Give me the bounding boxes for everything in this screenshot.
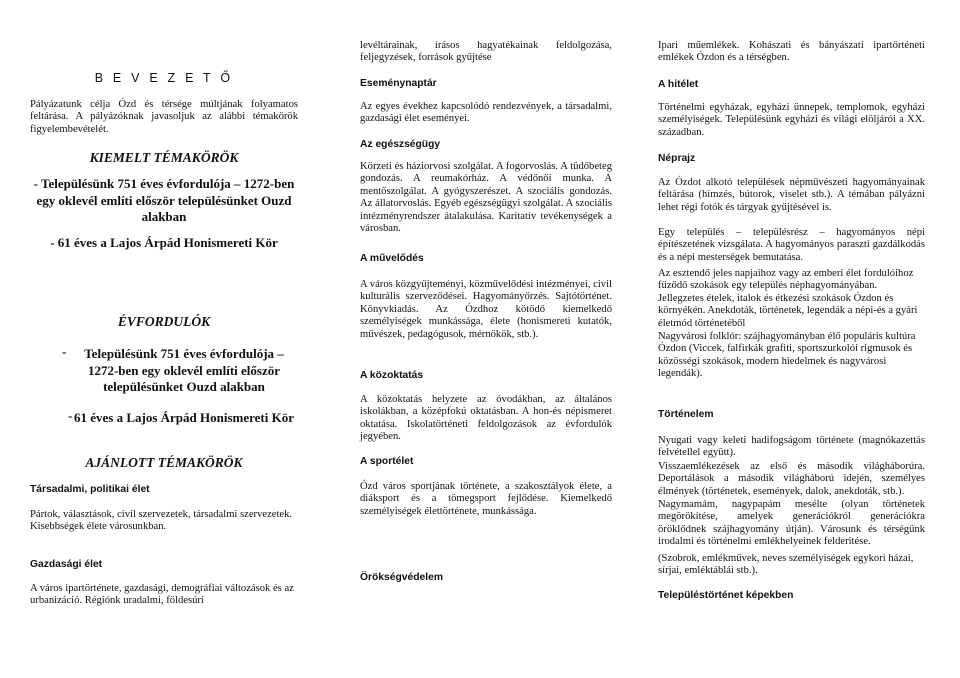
section-heading-muvelodes: A művelődés	[360, 253, 424, 264]
section-heading-gazdasagi: Gazdasági élet	[30, 559, 103, 570]
evfordulo-item-circle	[30, 410, 298, 427]
section-text-gazdasagi: A város ipartörténete, gazdasági, demográfiai változások és az urbanizáció. Régiónk uradalmi, földesúri	[30, 583, 294, 607]
section-text-tortenelem-1: Nyugati vagy keleti hadifogságom története (magnókazettás felvétellel együtt).	[658, 435, 925, 459]
kiemelt-heading: KIEMELT TÉMAKÖRÖK	[89, 150, 239, 165]
evfordulo-item-text: Településünk 751 éves évfordulója – 1272-ben egy oklevél említi először településünket Ouzd alakban	[84, 346, 284, 394]
section-heading-kozoktatas: A közoktatás	[360, 370, 424, 381]
section-heading-neprajz: Néprajz	[658, 153, 696, 164]
evfordulok-heading: ÉVFORDULÓK	[117, 314, 211, 329]
page-title: B E V E Z E T Ő	[94, 71, 234, 85]
ajanlott-heading: AJÁNLOTT TÉMAKÖRÖK	[85, 455, 243, 470]
section-heading-esemenynaptar: Eseménynaptár	[360, 78, 437, 89]
section-text-esemenynaptar: Az egyes évekhez kapcsolódó rendezvények, a társadalmi, gazdasági élet eseményei.	[360, 101, 612, 125]
section-text-muvelodes: A város közgyűjteményi, közművelődési intézményei, civil kulturális szerveződései. Hagyományőrzés. Sajtótörténet. Könyvkiadás. Az Ózdhoz kötődő kiemelkedő személyiségek munkássága, élete (honismereti kutatók, művészek, pedagógusok, mérnökök, stb.).	[360, 279, 612, 340]
continued-text: levéltárainak, írásos hagyatékainak feldolgozása, feljegyzések, források gyűjtése	[360, 40, 612, 64]
section-heading-oroksegvedelem: Örökségvédelem	[360, 572, 443, 583]
evfordulo-item-anniversary	[30, 346, 298, 396]
section-heading-tortenelem: Történelem	[658, 409, 714, 420]
section-text-egeszsegugy: Körzeti és háziorvosi szolgálat. A fogorvoslás. A tüdőbeteg gondozás. A reumakórház. A védőnői munka. A mentőszolgálat. A gyógyszerészet. A szociális gondozás. Az állatorvoslás. Egyéb egészségügyi szolgálat. A szociális intézményrendszer átalakulása. Karitatív tevékenységek a városban.	[360, 161, 612, 235]
section-text-neprajz-2: Egy település – településrész – hagyományos népi építészetének vizsgálata. A hagyományos paraszti gazdálkodás és a népi mesterségek bemutatása.	[658, 227, 925, 263]
section-heading-egeszsegugy: Az egészségügy	[360, 139, 441, 150]
section-text-hitelet: Történelmi egyházak, egyházi ünnepek, templomok, egyházi személyiségek. Településünk egyházi és világi elöljárói a XX. században.	[658, 102, 925, 138]
evfordulo-item-text: 61 éves a Lajos Árpád Honismereti Kör	[73, 410, 295, 425]
kiemelt-item-anniversary: - Településünk 751 éves évfordulója – 1272-ben egy oklevél említi először településünket Ouzd alakban	[33, 176, 295, 224]
section-text-neprajz-3: Az esztendő jeles napjaihoz vagy az emberi élet fordulóihoz fűződő szokások egy település néphagyományában. Jellegzetes ételek, italok és étkezési szokások Ózdon és környékén. Anekdoták, történetek, legendák a népi-és a gyári életmód történetéből	[658, 268, 918, 329]
section-heading-hitelet: A hitélet	[658, 79, 699, 90]
list-dash: -	[68, 408, 73, 423]
section-text-tarsadalmi: Pártok, választások, civil szervezetek, társadalmi szervezetek. Kisebbségek élete városunkban.	[30, 509, 293, 533]
section-text-tortenelem-2: Visszaemlékezések az első és második világháborúra. Deportálások a második világháború idején, személyes élmények (történetek, események, dalok, anekdoták, stb.).	[658, 461, 925, 497]
section-text-neprajz-4: Nagyvárosi folklór: szájhagyományban élő populáris kultúra Ózdon (Viccek, falfirkák grafiti, sportszurkolói rigmusok és közösségi szokások, modern hiedelmek és nagyvárosi legendák).	[658, 331, 916, 380]
continued-text: Ipari műemlékek. Kohászati és bányászati ipartörténeti emlékek Ózdon és a térségben.	[658, 40, 925, 64]
section-heading-telepulestortenet: Településtörténet képekben	[658, 590, 794, 601]
intro-paragraph: Pályázatunk célja Ózd és térsége múltjának folyamatos feltárása. A pályázóknak javasoljuk az alábbi témakörök figyelembevételét.	[30, 99, 298, 135]
list-dash: -	[62, 344, 67, 359]
section-heading-sportelet: A sportélet	[360, 456, 414, 467]
section-heading-tarsadalmi: Társadalmi, politikai élet	[30, 484, 150, 495]
section-text-sportelet: Ózd város sportjának története, a szakosztályok élete, a diáksport és a tömegsport fejlődése. Kiemelkedő személyiségek élettörténete, munkássága.	[360, 481, 612, 517]
section-text-kozoktatas: A közoktatás helyzete az óvodákban, az általános iskolákban, a középfokú oktatásban. A hon-és népismeret oktatása. Iskolatörténeti feldolgozások az évfordulók jegyében.	[360, 394, 612, 443]
section-text-tortenelem-4: (Szobrok, emlékművek, neves személyiségek egykori házai, sírjai, emléktáblái stb.).	[658, 553, 914, 577]
kiemelt-item-circle: - 61 éves a Lajos Árpád Honismereti Kör	[50, 235, 278, 250]
section-text-neprajz-1: Az Ózdot alkotó települések népművészeti hagyományainak feltárása (hímzés, bútorok, viselet stb.). A témában pályázni lehet régi fotók és tárgyak gyűjtésével is.	[658, 177, 925, 213]
section-text-tortenelem-3: Nagymamám, nagypapám mesélte (olyan történetek megörökítése, amelyek generációkról generációkra öröklődnek szájhagyomány útján). Városunk és térségünk irodalmi és történelmi emlékhelyeinek felderítése.	[658, 499, 925, 548]
